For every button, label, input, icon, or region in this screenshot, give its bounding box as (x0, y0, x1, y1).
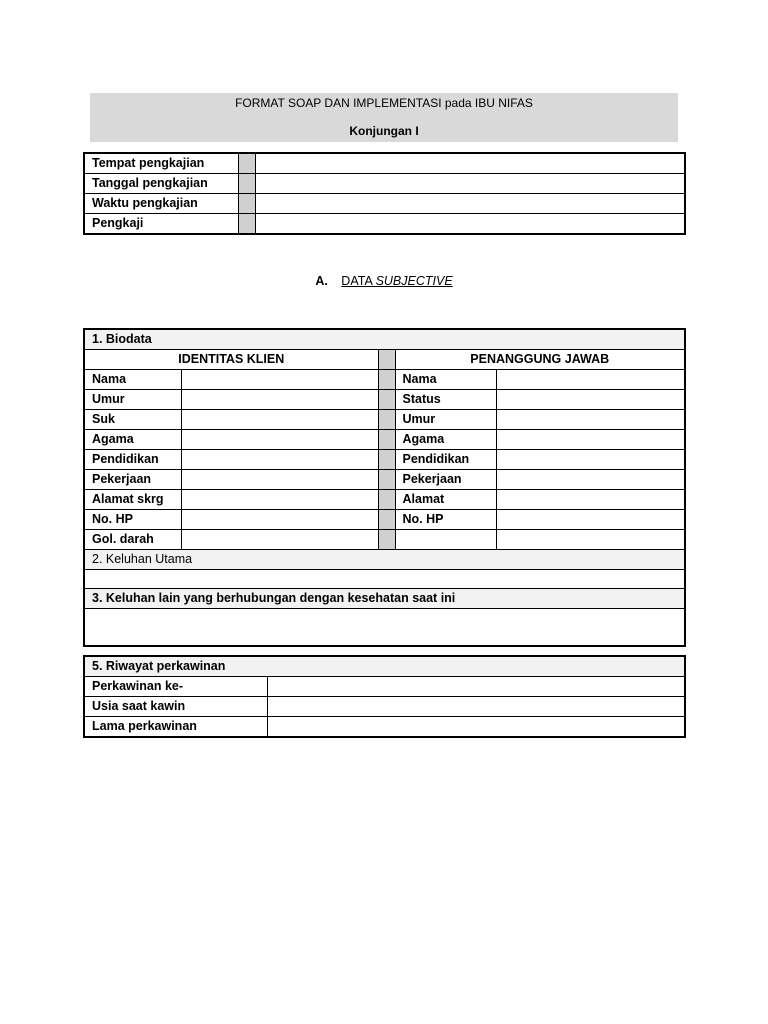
separator-cell (378, 410, 395, 430)
client-field-value[interactable] (181, 410, 378, 430)
client-field-value[interactable] (181, 490, 378, 510)
guardian-field-value[interactable] (496, 410, 685, 430)
table-row (84, 174, 685, 194)
client-field-label: Suk (84, 410, 181, 430)
table-row (84, 717, 685, 738)
guardian-field-value[interactable] (496, 390, 685, 410)
guardian-field-label: Agama (395, 430, 496, 450)
info-label: Pengkaji (84, 214, 238, 235)
info-value-field[interactable] (255, 194, 685, 214)
perkawinan-field-label: Perkawinan ke- (84, 677, 267, 697)
client-field-label: Nama (84, 370, 181, 390)
table-row (84, 350, 685, 370)
keluhan-lain-field[interactable] (84, 609, 685, 646)
table-row (84, 329, 685, 350)
client-field-value[interactable] (181, 430, 378, 450)
separator-cell (378, 430, 395, 450)
client-field-value[interactable] (181, 510, 378, 530)
separator-cell (378, 370, 395, 390)
guardian-field-value[interactable] (496, 450, 685, 470)
client-field-label: Umur (84, 390, 181, 410)
info-label: Waktu pengkajian (84, 194, 238, 214)
table-row (84, 656, 685, 677)
perkawinan-field-label: Usia saat kawin (84, 697, 267, 717)
keluhan-utama-field[interactable] (84, 570, 685, 589)
separator-cell (238, 153, 255, 174)
guardian-field-label: Pekerjaan (395, 470, 496, 490)
separator-cell (238, 214, 255, 235)
guardian-field-label: Nama (395, 370, 496, 390)
table-row (84, 153, 685, 174)
separator-cell (378, 450, 395, 470)
separator-cell (378, 390, 395, 410)
table-row (84, 510, 685, 530)
section-label-plain: DATA (341, 274, 376, 288)
perkawinan-table (83, 655, 686, 738)
table-row (84, 530, 685, 550)
biodata-heading: 1. Biodata (84, 329, 685, 350)
client-field-label: Agama (84, 430, 181, 450)
table-row (84, 370, 685, 390)
section-a-heading (0, 274, 768, 288)
assessment-info-table (83, 152, 686, 235)
separator-cell (238, 194, 255, 214)
section-label-italic: SUBJECTIVE (375, 274, 453, 288)
info-value-field[interactable] (255, 214, 685, 235)
section-label (341, 274, 452, 288)
table-row (84, 214, 685, 235)
client-field-label: Gol. darah (84, 530, 181, 550)
perkawinan-field-label: Lama perkawinan (84, 717, 267, 738)
guardian-field-value[interactable] (496, 430, 685, 450)
keluhan-utama-heading: 2. Keluhan Utama (84, 550, 685, 570)
client-field-value[interactable] (181, 470, 378, 490)
separator-cell (378, 350, 395, 370)
guardian-field-label: Alamat (395, 490, 496, 510)
table-row (84, 697, 685, 717)
guardian-field-label (395, 530, 496, 550)
keluhan-lain-heading: 3. Keluhan lain yang berhubungan dengan kesehatan saat ini (84, 589, 685, 609)
client-field-label: No. HP (84, 510, 181, 530)
form-header (90, 93, 678, 142)
perkawinan-field-value[interactable] (267, 697, 685, 717)
perkawinan-field-value[interactable] (267, 717, 685, 738)
table-row (84, 589, 685, 609)
separator-cell (238, 174, 255, 194)
client-field-value[interactable] (181, 390, 378, 410)
separator-cell (378, 530, 395, 550)
info-value-field[interactable] (255, 153, 685, 174)
form-subtitle: Konjungan I (349, 124, 419, 138)
guardian-field-value[interactable] (496, 530, 685, 550)
guardian-field-value[interactable] (496, 370, 685, 390)
table-row (84, 410, 685, 430)
biodata-table (83, 328, 686, 647)
table-row (84, 550, 685, 570)
form-title: FORMAT SOAP DAN IMPLEMENTASI pada IBU NIFAS (235, 96, 533, 110)
guardian-field-value[interactable] (496, 510, 685, 530)
separator-cell (378, 490, 395, 510)
client-field-label: Alamat skrg (84, 490, 181, 510)
identitas-klien-header: IDENTITAS KLIEN (84, 350, 378, 370)
guardian-field-label: Pendidikan (395, 450, 496, 470)
table-row (84, 390, 685, 410)
guardian-field-label: Status (395, 390, 496, 410)
client-field-label: Pekerjaan (84, 470, 181, 490)
guardian-field-value[interactable] (496, 470, 685, 490)
info-label: Tempat pengkajian (84, 153, 238, 174)
separator-cell (378, 470, 395, 490)
table-row (84, 570, 685, 589)
separator-cell (378, 510, 395, 530)
guardian-field-label: No. HP (395, 510, 496, 530)
penanggung-jawab-header: PENANGGUNG JAWAB (395, 350, 685, 370)
client-field-value[interactable] (181, 450, 378, 470)
info-value-field[interactable] (255, 174, 685, 194)
table-row (84, 677, 685, 697)
client-field-value[interactable] (181, 370, 378, 390)
section-number: A. (315, 274, 328, 288)
table-row (84, 194, 685, 214)
info-label: Tanggal pengkajian (84, 174, 238, 194)
table-row (84, 450, 685, 470)
perkawinan-heading: 5. Riwayat perkawinan (84, 656, 685, 677)
client-field-value[interactable] (181, 530, 378, 550)
client-field-label: Pendidikan (84, 450, 181, 470)
table-row (84, 430, 685, 450)
table-row (84, 470, 685, 490)
table-row (84, 609, 685, 646)
guardian-field-value[interactable] (496, 490, 685, 510)
table-row (84, 490, 685, 510)
perkawinan-field-value[interactable] (267, 677, 685, 697)
guardian-field-label: Umur (395, 410, 496, 430)
